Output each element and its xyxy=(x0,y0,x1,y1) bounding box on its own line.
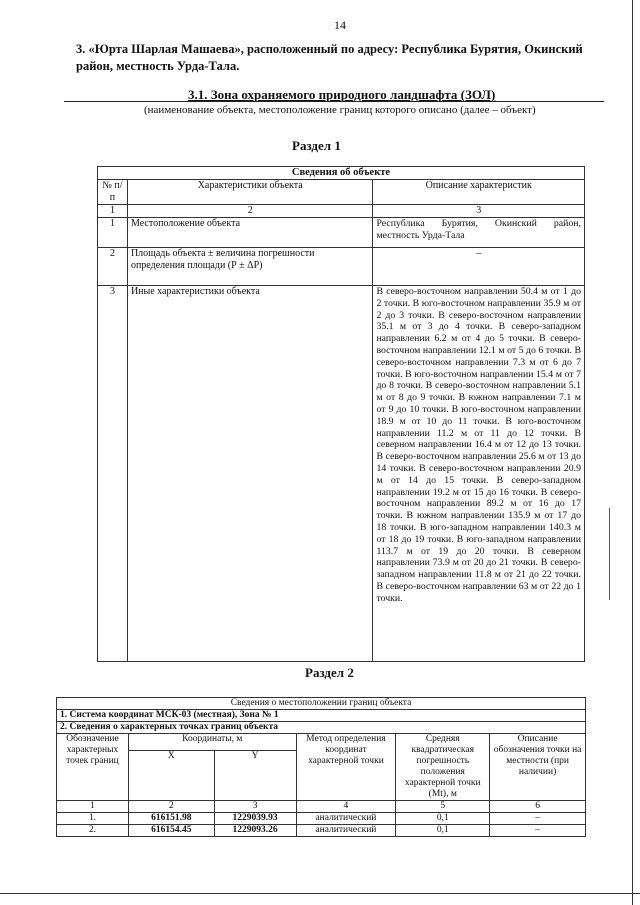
row-number: 1 xyxy=(98,218,128,248)
index-cell: 3 xyxy=(373,205,585,218)
binder-mark xyxy=(609,508,610,600)
characteristic-value: Республика Бурятия, Окинский район, местность Урда-Тала xyxy=(373,218,585,248)
table-row xyxy=(57,825,586,837)
description-header: Описание обозначения точки на местности (при наличии) xyxy=(490,734,586,801)
characteristic-name: Иные характеристики объекта xyxy=(127,286,372,662)
y-header: Y xyxy=(214,751,296,801)
accuracy-value: 0,1 xyxy=(396,825,490,837)
method-value: аналитический xyxy=(296,825,396,837)
index-cell: 2 xyxy=(127,205,372,218)
coordinate-system: 1. Система координат МСК-03 (местная), Зона № 1 xyxy=(57,710,586,722)
col-desc-header: Описание характеристик xyxy=(373,180,585,205)
coords-header: Координаты, м xyxy=(128,734,296,751)
row-number: 2 xyxy=(98,248,128,286)
y-coordinate: 1229039.93 xyxy=(214,813,296,825)
point-id: 2. xyxy=(57,825,129,837)
accuracy-value: 0,1 xyxy=(396,813,490,825)
page-edge-line xyxy=(632,0,633,905)
section2-title: Раздел 2 xyxy=(305,665,354,680)
row-number: 3 xyxy=(98,286,128,662)
col-char-header: Характеристики объекта xyxy=(127,180,372,205)
index-cell: 3 xyxy=(214,801,296,813)
index-cell: 2 xyxy=(128,801,214,813)
designation-header: Обозначение характерных точек границ xyxy=(57,734,129,801)
description-value: – xyxy=(490,813,586,825)
zone-subtitle: (наименование объекта, местоположение границ которого описано (далее – объект) xyxy=(144,104,536,116)
index-cell: 5 xyxy=(396,801,490,813)
page-bottom-line xyxy=(0,893,640,894)
object-info-table xyxy=(97,166,585,662)
characteristic-value: В северо-восточном направлении 50.4 м от 1 до 2 точки. В юго-восточном направлении 35.9 м от 2 до 3 точки. В северо-восточном направлении 35.1 м от 3 до 4 точки. В северо-западном направлении 6.2 м от 4 до 5 точки. В северо-восточном направлении 12.1 м от 5 до 6 точки. В северо-восточном направлении 7.3 м от 6 до 7 точки. В юго-восточном направлении 15.4 м от 7 до 8 точки. В северо-восточном направлении 5.1 м от 8 до 9 точки. В южном направлении 7.1 м от 9 до 10 точки. В юго-восточном направлении 18.9 м от 10 до 11 точки. В юго-восточном направлении 11.2 м от 11 до 12 точки. В северном направлении 16.4 м от 12 до 13 точки. В северо-восточном направлении 25.6 м от 13 до 14 точки. В северо-восточном направлении 20.9 м от 14 до 15 точки. В северо-западном направлении 19.2 м от 15 до 16 точки. В северо-восточном направлении 89.2 м от 16 до 17 точки. В южном направлении 135.9 м от 17 до 18 точки. В юго-западном направлении 140.3 м от 18 до 19 точки. В юго-западном направлении 113.7 м от 19 до 20 точки. В северном направлении 73.9 м от 20 до 21 точки. В северо-западном направлении 11.8 м от 21 до 22 точки. В северо-восточном направлении 63 м от 22 до 1 точки. xyxy=(373,286,585,662)
method-header: Метод определения координат характерной точки xyxy=(296,734,396,801)
index-cell: 4 xyxy=(296,801,396,813)
method-value: аналитический xyxy=(296,813,396,825)
x-header: X xyxy=(128,751,214,801)
point-id: 1. xyxy=(57,813,129,825)
characteristic-value: – xyxy=(373,248,585,286)
zone-underline xyxy=(64,101,604,102)
index-cell: 6 xyxy=(490,801,586,813)
section1-title: Раздел 1 xyxy=(292,138,341,153)
zone-title: 3.1. Зона охраняемого природного ландшафта (ЗОЛ) xyxy=(188,87,496,102)
characteristic-name: Местоположение объекта xyxy=(127,218,372,248)
col-num-header: № п/п xyxy=(98,180,128,205)
table-row xyxy=(57,813,586,825)
table-title: Сведения о местоположении границ объекта xyxy=(57,698,586,710)
index-cell: 1 xyxy=(98,205,128,218)
y-coordinate: 1229093.26 xyxy=(214,825,296,837)
object-heading: 3. «Юрта Шарлая Машаева», расположенный по адресу: Республика Бурятия, Окинский район, местность Урда-Тала. xyxy=(76,42,583,73)
characteristic-name: Площадь объекта ± величина погрешности определения площади (Р ± ΔР) xyxy=(127,248,372,286)
x-coordinate: 616151.98 xyxy=(128,813,214,825)
description-value: – xyxy=(490,825,586,837)
table-title: Сведения об объекте xyxy=(98,167,585,180)
page-number: 14 xyxy=(334,18,346,32)
accuracy-header: Средняя квадратическая погрешность положения характерной точки (Mt), м xyxy=(396,734,490,801)
index-cell: 1 xyxy=(57,801,129,813)
boundary-points-table xyxy=(56,697,586,837)
x-coordinate: 616154.45 xyxy=(128,825,214,837)
points-subtitle: 2. Сведения о характерных точках границ объекта xyxy=(57,722,586,734)
